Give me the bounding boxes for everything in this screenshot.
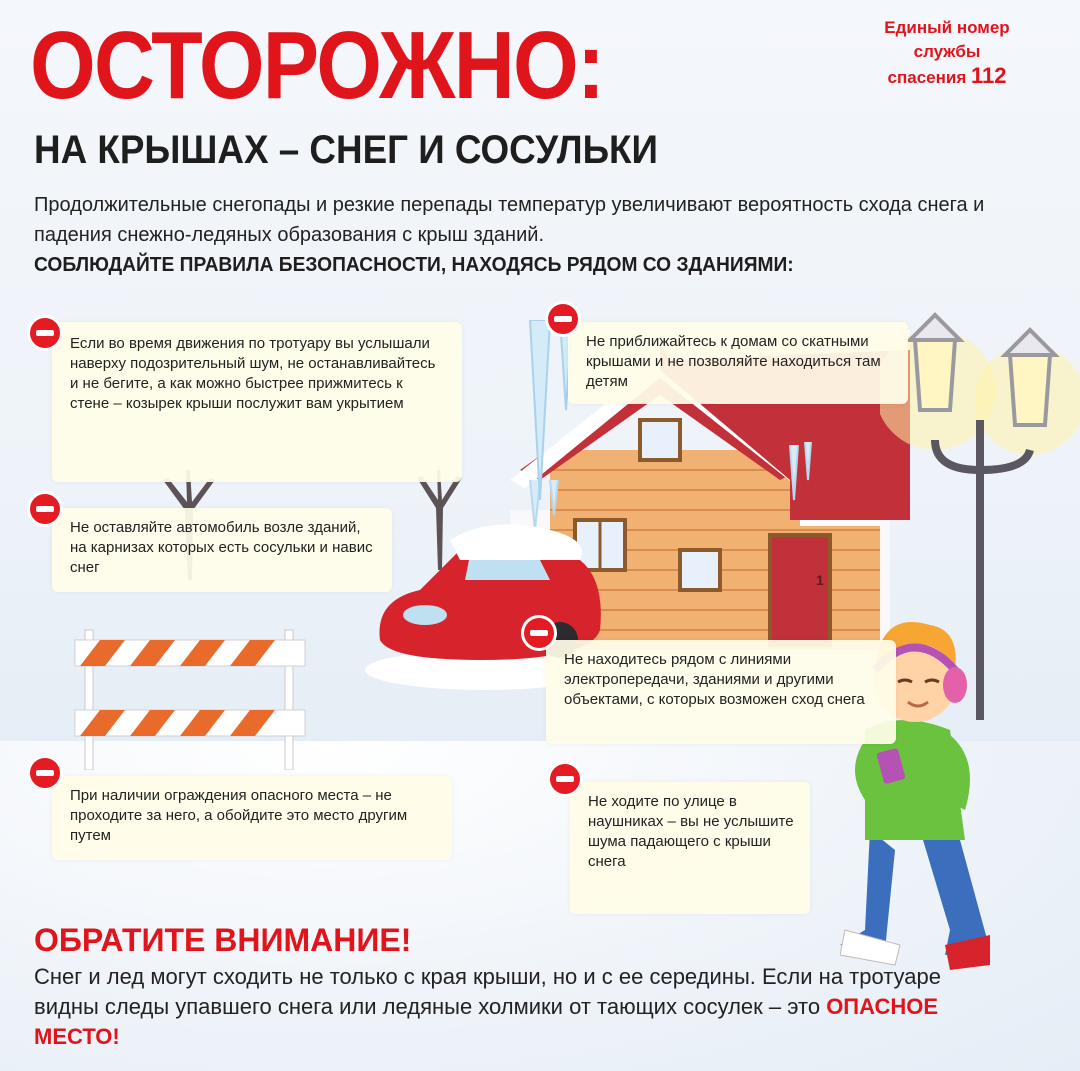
attention-body: Снег и лед могут сходить не только с края крыши, но и с ее середины. Если на тротуаре видны следы упавшего снега или ледяные холмики от тающих сосулек – это <box>34 964 942 1019</box>
intro-text: Продолжительные снегопады и резкие перепады температур увеличивают вероятность схода снега и падения снежно-ледяных образования с крыш зданий. <box>34 194 985 246</box>
emergency-line-3 <box>862 64 1032 90</box>
rule-card <box>570 782 810 914</box>
rule-text: Не ходите по улице в наушниках – вы не услышите шума падающего с крыши снега <box>588 793 794 870</box>
rule-text: Не находитесь рядом с линиями электропередачи, зданиями и другими объектами, с которых возможен сход снега <box>564 651 865 708</box>
rule-card <box>52 508 392 592</box>
rule-card <box>52 776 452 860</box>
no-entry-icon <box>548 304 578 334</box>
rule-text: Не приближайтесь к домам со скатными крышами и не позволяйте находиться там детям <box>586 333 881 390</box>
no-entry-icon <box>30 758 60 788</box>
emergency-line-1: Единый номер <box>884 18 1010 37</box>
emergency-line-2: службы <box>913 42 981 61</box>
page-subtitle: НА КРЫШАХ – СНЕГ И СОСУЛЬКИ <box>34 128 658 172</box>
no-entry-icon <box>524 618 554 648</box>
rule-card <box>546 640 896 744</box>
no-entry-icon <box>30 494 60 524</box>
rule-card <box>568 322 908 404</box>
emergency-number-block <box>862 16 1032 90</box>
danger-label: ОПАСНОЕ МЕСТО! <box>34 994 939 1049</box>
page-title: ОСТОРОЖНО: <box>30 12 604 119</box>
house-door-number-label: 1 <box>816 572 824 588</box>
barrier-illustration <box>55 620 325 770</box>
emergency-number: 112 <box>970 63 1007 88</box>
attention-title: ОБРАТИТЕ ВНИМАНИЕ! <box>34 922 412 958</box>
no-entry-icon <box>30 318 60 348</box>
emergency-line-3-text: спасения <box>887 68 967 87</box>
rule-text: Не оставляйте автомобиль возле зданий, на карнизах которых есть сосульки и навис снег <box>70 519 373 576</box>
rule-card <box>52 322 462 482</box>
attention-text <box>34 962 954 1052</box>
no-entry-icon <box>550 764 580 794</box>
rules-heading: СОБЛЮДАЙТЕ ПРАВИЛА БЕЗОПАСНОСТИ, НАХОДЯСЬ РЯДОМ СО ЗДАНИЯМИ: <box>34 254 794 276</box>
rule-text: При наличии ограждения опасного места – не проходите за него, а обойдите это место другим путем <box>70 787 408 844</box>
rule-text: Если во время движения по тротуару вы услышали наверху подозрительный шум, не останавливайтесь и не бегите, а как можно быстрее прижмитесь к стене – козырек крыши послужит вам укрытием <box>70 335 436 412</box>
